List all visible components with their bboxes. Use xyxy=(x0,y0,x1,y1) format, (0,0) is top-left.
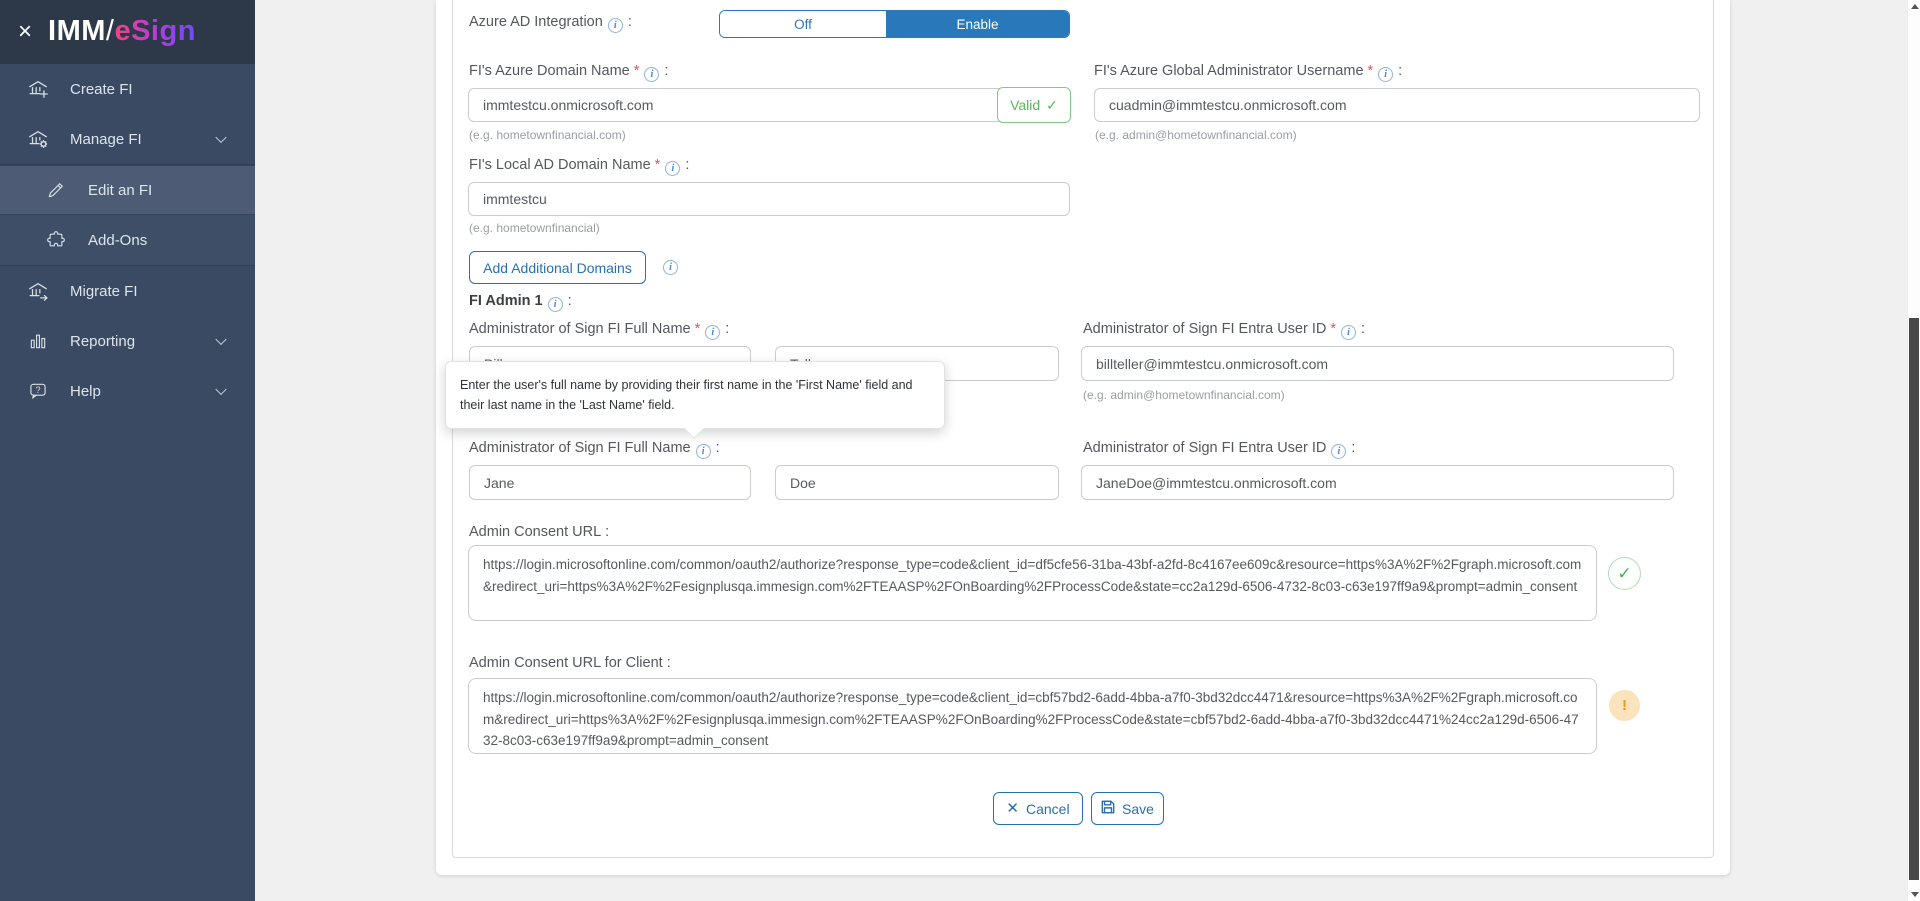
consent-url-label: Admin Consent URL : xyxy=(469,524,610,540)
chevron-down-icon xyxy=(215,334,226,345)
info-icon[interactable]: i xyxy=(644,67,659,82)
info-icon[interactable]: i xyxy=(696,444,711,459)
admin1-entra-input[interactable] xyxy=(1081,346,1674,381)
scrollbar-up-arrow[interactable] xyxy=(1911,4,1919,9)
sidebar-menu xyxy=(0,64,255,416)
chevron-down-icon xyxy=(215,132,226,143)
sidebar-header xyxy=(0,0,255,64)
info-icon[interactable]: i xyxy=(548,297,563,312)
content-panel xyxy=(436,0,1730,875)
sidebar-item-reporting[interactable] xyxy=(0,316,255,366)
info-icon[interactable]: i xyxy=(1331,444,1346,459)
sidebar-item-create-fi[interactable] xyxy=(0,64,255,114)
info-icon[interactable]: i xyxy=(665,161,680,176)
sidebar-item-label: Edit an FI xyxy=(88,181,153,199)
admin2-fullname-label: Administrator of Sign FI Full Name i : xyxy=(469,440,720,457)
consent-url-success-icon: ✓ xyxy=(1608,557,1641,590)
global-admin-input[interactable] xyxy=(1094,88,1700,122)
close-sidebar-icon[interactable]: × xyxy=(18,17,33,45)
help-bubble-icon xyxy=(26,379,50,403)
local-domain-label: FI's Local AD Domain Name * i : xyxy=(469,157,690,174)
azure-domain-hint: (e.g. hometownfinancial.com) xyxy=(469,128,626,142)
add-additional-domains-button[interactable]: Add Additional Domains xyxy=(469,251,646,284)
info-icon[interactable]: i xyxy=(1341,325,1356,340)
fi-admin-heading: FI Admin 1 i : xyxy=(469,293,572,310)
sidebar-item-label: Migrate FI xyxy=(70,282,138,300)
toggle-enable-option[interactable]: Enable xyxy=(886,11,1069,37)
sidebar-item-add-ons[interactable] xyxy=(0,215,255,265)
sidebar-item-label: Manage FI xyxy=(70,130,142,148)
sidebar-item-label: Help xyxy=(70,382,101,400)
puzzle-icon xyxy=(44,228,68,252)
scrollbar-thumb[interactable] xyxy=(1909,318,1919,880)
consent-url-warning-icon: ! xyxy=(1609,690,1640,721)
admin2-entra-label: Administrator of Sign FI Entra User ID i : xyxy=(1083,440,1356,457)
consent-url-client-value[interactable]: https://login.microsoftonline.com/common/oauth2/authorize?response_type=code&client_id=cbf57bd2-6add-4bba-a7f0-3bd32dcc4471&resource=https%3A%2F%2Fgraph.microsoft.com&redirect_uri=https%3A%2F%2Fesignplusqa.immesign.com%2FTEAASP%2FOnBoarding%2FProcessCode&state=cbf57bd2-6add-4bba-a7f0-3bd32dcc4471%24cc2a129d-6506-4732-8c03-c63e197ff9a9&prompt=admin_consent xyxy=(468,678,1597,754)
admin1-fullname-label: Administrator of Sign FI Full Name * i : xyxy=(469,321,730,338)
sidebar-item-migrate-fi[interactable] xyxy=(0,266,255,316)
brand-logo: IMM/eSign xyxy=(48,15,196,47)
azure-ad-toggle[interactable] xyxy=(719,10,1070,38)
fullname-tooltip: Enter the user's full name by providing their first name in the 'First Name' field and their last name in the 'Last Name' field. xyxy=(445,361,945,429)
vertical-scrollbar[interactable] xyxy=(1907,0,1920,901)
pencil-icon xyxy=(44,178,68,202)
local-domain-input[interactable] xyxy=(468,182,1070,216)
sidebar-item-label: Add-Ons xyxy=(88,231,148,249)
chevron-down-icon xyxy=(215,384,226,395)
consent-url-value[interactable]: https://login.microsoftonline.com/common/oauth2/authorize?response_type=code&client_id=df5cfe56-31ba-43bf-a2fd-8c4167ee609c&resource=https%3A%2F%2Fgraph.microsoft.com&redirect_uri=https%3A%2F%2Fesignplusqa.immesign.com%2FTEAASP%2FOnBoarding%2FProcessCode&state=cc2a129d-6506-4732-8c03-c63e197ff9a9&prompt=admin_consent xyxy=(468,545,1597,621)
admin2-entra-input[interactable] xyxy=(1081,465,1674,500)
global-admin-label: FI's Azure Global Administrator Username * i : xyxy=(1094,63,1403,80)
azure-ad-integration-label: Azure AD Integration i : xyxy=(469,14,632,31)
cancel-x-icon: ✕ xyxy=(1006,800,1019,817)
sidebar-item-label: Create FI xyxy=(70,80,133,98)
scrollbar-down-arrow[interactable] xyxy=(1911,892,1919,897)
info-icon[interactable]: i xyxy=(705,325,720,340)
bank-plus-icon xyxy=(26,77,50,101)
global-admin-hint: (e.g. admin@hometownfinancial.com) xyxy=(1095,128,1297,142)
bar-chart-icon xyxy=(26,329,50,353)
azure-domain-label: FI's Azure Domain Name * i : xyxy=(469,63,669,80)
save-button[interactable]: Save xyxy=(1091,792,1164,825)
info-icon[interactable]: i xyxy=(1378,67,1393,82)
sidebar-item-manage-fi[interactable] xyxy=(0,114,255,164)
info-icon[interactable]: i xyxy=(608,18,623,33)
sidebar-item-label: Reporting xyxy=(70,332,136,350)
sidebar xyxy=(0,0,255,901)
bank-gear-icon xyxy=(26,127,50,151)
bank-arrow-icon xyxy=(26,279,50,303)
cancel-button[interactable]: ✕ Cancel xyxy=(993,792,1083,825)
info-icon[interactable]: i xyxy=(663,260,678,275)
admin1-entra-label: Administrator of Sign FI Entra User ID * i : xyxy=(1083,321,1366,338)
admin1-entra-hint: (e.g. admin@hometownfinancial.com) xyxy=(1083,388,1285,402)
valid-badge: Valid ✓ xyxy=(997,87,1071,123)
save-floppy-icon xyxy=(1101,800,1115,817)
svg-text:?: ? xyxy=(35,385,41,395)
admin2-last-name-input[interactable] xyxy=(775,465,1059,500)
toggle-off-option[interactable]: Off xyxy=(720,11,886,37)
sidebar-item-edit-an-fi[interactable] xyxy=(0,165,255,215)
admin2-first-name-input[interactable] xyxy=(469,465,751,500)
main-content xyxy=(255,0,1920,901)
azure-domain-input[interactable] xyxy=(468,88,1070,122)
consent-url-client-label: Admin Consent URL for Client : xyxy=(469,655,671,671)
local-domain-hint: (e.g. hometownfinancial) xyxy=(469,221,600,235)
sidebar-item-help[interactable] xyxy=(0,366,255,416)
check-icon: ✓ xyxy=(1046,96,1058,113)
